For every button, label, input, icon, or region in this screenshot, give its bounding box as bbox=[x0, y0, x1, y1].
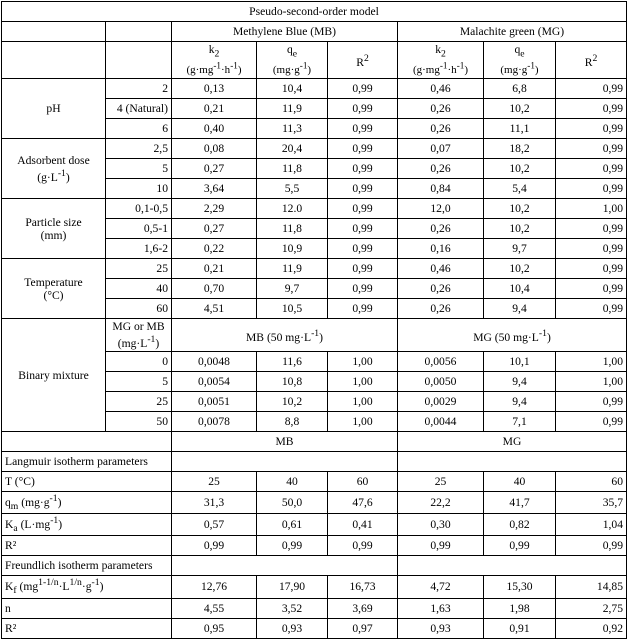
value-cell: 0,99 bbox=[257, 536, 328, 556]
value-cell: 9,4 bbox=[484, 372, 556, 392]
value-cell: 0,99 bbox=[556, 239, 627, 259]
value-cell: 11,9 bbox=[257, 99, 328, 119]
r2-header: $R^2$ bbox=[556, 42, 627, 79]
isotherm-header-row bbox=[2, 432, 627, 452]
value-cell: 0,0054 bbox=[172, 372, 257, 392]
value-cell: 0,99 bbox=[328, 199, 398, 219]
n-label: n bbox=[2, 598, 172, 618]
empty-cell bbox=[2, 22, 106, 42]
value-cell: 0,0078 bbox=[172, 412, 257, 432]
temperature-label: T (°C) bbox=[2, 472, 172, 492]
value-cell: 3,52 bbox=[257, 598, 328, 618]
value-cell: 0,84 bbox=[398, 179, 484, 199]
value-cell: 1,00 bbox=[328, 352, 398, 372]
empty-cell bbox=[398, 452, 627, 472]
condition-cell: 40 bbox=[106, 279, 172, 299]
value-cell: 14,85 bbox=[556, 576, 627, 598]
value-cell: 0,99 bbox=[328, 99, 398, 119]
value-cell: 17,90 bbox=[257, 576, 328, 598]
value-cell: 11,1 bbox=[484, 119, 556, 139]
value-cell: 10,9 bbox=[257, 239, 328, 259]
value-cell: 25 bbox=[398, 472, 484, 492]
value-cell: 0,99 bbox=[556, 179, 627, 199]
value-cell: 0,99 bbox=[328, 159, 398, 179]
value-cell: 7,1 bbox=[484, 412, 556, 432]
value-cell: 4,72 bbox=[398, 576, 484, 598]
value-cell: 0,0056 bbox=[398, 352, 484, 372]
value-cell: 0,97 bbox=[328, 618, 398, 638]
value-cell: 11,3 bbox=[257, 119, 328, 139]
value-cell: 0,92 bbox=[556, 618, 627, 638]
k2-header: $k_2$ $(g\cdot mg^{-1}\cdot h^{-1})$ bbox=[398, 42, 484, 79]
value-cell: 0,93 bbox=[398, 618, 484, 638]
condition-cell: 6 bbox=[106, 119, 172, 139]
table-row bbox=[2, 199, 627, 219]
value-cell: 12,76 bbox=[172, 576, 257, 598]
table-row bbox=[2, 618, 627, 638]
value-cell: 10,5 bbox=[257, 299, 328, 319]
condition-cell: 25 bbox=[106, 259, 172, 279]
param-header-row bbox=[2, 42, 627, 79]
value-cell: 0,99 bbox=[556, 119, 627, 139]
value-cell: 0,41 bbox=[328, 514, 398, 536]
value-cell: 2,29 bbox=[172, 199, 257, 219]
value-cell: 41,7 bbox=[484, 492, 556, 514]
value-cell: 3,69 bbox=[328, 598, 398, 618]
dye-header-row bbox=[2, 22, 627, 42]
condition-cell: 1,6-2 bbox=[106, 239, 172, 259]
value-cell: 2,75 bbox=[556, 598, 627, 618]
condition-cell: 2 bbox=[106, 79, 172, 99]
value-cell: 0,26 bbox=[398, 279, 484, 299]
value-cell: 11,6 bbox=[257, 352, 328, 372]
value-cell: 10,4 bbox=[484, 279, 556, 299]
isotherm-mg-header: MG bbox=[398, 432, 627, 452]
mb-concentration-header: MB (50 $mg\cdot L^{-1}$) bbox=[172, 319, 398, 352]
binary-cond-header: MG or MB $(mg\cdot L^{-1})$ bbox=[106, 319, 172, 352]
value-cell: 0,93 bbox=[257, 618, 328, 638]
value-cell: 10,2 bbox=[257, 392, 328, 412]
value-cell: 9,4 bbox=[484, 299, 556, 319]
value-cell: 9,7 bbox=[484, 239, 556, 259]
value-cell: 0,99 bbox=[556, 219, 627, 239]
value-cell: 0,16 bbox=[398, 239, 484, 259]
condition-cell: 2,5 bbox=[106, 139, 172, 159]
value-cell: 0,99 bbox=[328, 239, 398, 259]
value-cell: 0,26 bbox=[398, 299, 484, 319]
title-row bbox=[2, 2, 627, 22]
value-cell: 1,00 bbox=[328, 372, 398, 392]
value-cell: 5,5 bbox=[257, 179, 328, 199]
table-row bbox=[2, 598, 627, 618]
value-cell: 1,04 bbox=[556, 514, 627, 536]
value-cell: 1,00 bbox=[556, 199, 627, 219]
value-cell: 12.0 bbox=[257, 199, 328, 219]
empty-cell bbox=[398, 556, 627, 576]
empty-cell bbox=[2, 432, 172, 452]
value-cell: 0,99 bbox=[328, 536, 398, 556]
value-cell: 0,61 bbox=[257, 514, 328, 536]
value-cell: 0,07 bbox=[398, 139, 484, 159]
mb-header: Methylene Blue (MB) bbox=[172, 22, 398, 42]
value-cell: 18,2 bbox=[484, 139, 556, 159]
value-cell: 0,99 bbox=[398, 536, 484, 556]
kf-label: $K_f$ $(mg^{1-1/n}\cdot L^{1/n}\cdot g^{-1})$ bbox=[2, 576, 172, 598]
table-title: Pseudo-second-order model bbox=[2, 2, 627, 22]
value-cell: 0,99 bbox=[556, 259, 627, 279]
value-cell: 9,4 bbox=[484, 392, 556, 412]
value-cell: 1,00 bbox=[556, 372, 627, 392]
group-label-binary: Binary mixture bbox=[2, 319, 106, 432]
value-cell: 0,0050 bbox=[398, 372, 484, 392]
value-cell: 0,0048 bbox=[172, 352, 257, 372]
value-cell: 15,30 bbox=[484, 576, 556, 598]
value-cell: 0,13 bbox=[172, 79, 257, 99]
value-cell: 0,08 bbox=[172, 139, 257, 159]
results-table bbox=[1, 1, 627, 639]
value-cell: 1,63 bbox=[398, 598, 484, 618]
freundlich-heading-row bbox=[2, 556, 627, 576]
ka-label: $K_a$ $(L\cdot mg^{-1})$ bbox=[2, 514, 172, 536]
condition-cell: 5 bbox=[106, 159, 172, 179]
value-cell: 1,00 bbox=[328, 412, 398, 432]
value-cell: 0,27 bbox=[172, 159, 257, 179]
value-cell: 0,22 bbox=[172, 239, 257, 259]
value-cell: 0,99 bbox=[328, 279, 398, 299]
r2-header: $R^2$ bbox=[328, 42, 398, 79]
value-cell: 11,9 bbox=[257, 259, 328, 279]
condition-cell: 50 bbox=[106, 412, 172, 432]
value-cell: 0,95 bbox=[172, 618, 257, 638]
value-cell: 0,46 bbox=[398, 79, 484, 99]
value-cell: 0,99 bbox=[556, 536, 627, 556]
value-cell: 12,0 bbox=[398, 199, 484, 219]
table-row bbox=[2, 514, 627, 536]
value-cell: 0,99 bbox=[328, 259, 398, 279]
value-cell: 0,99 bbox=[556, 79, 627, 99]
mg-header: Malachite green (MG) bbox=[398, 22, 627, 42]
value-cell: 0,46 bbox=[398, 259, 484, 279]
value-cell: 10,1 bbox=[484, 352, 556, 372]
empty-cell bbox=[172, 556, 398, 576]
group-label-ph: pH bbox=[2, 79, 106, 139]
value-cell: 0,26 bbox=[398, 119, 484, 139]
group-label-temperature: Temperature (°C) bbox=[2, 259, 106, 319]
value-cell: 0,21 bbox=[172, 259, 257, 279]
empty-cell bbox=[106, 42, 172, 79]
condition-cell: 0,1-0,5 bbox=[106, 199, 172, 219]
value-cell: 40 bbox=[257, 472, 328, 492]
condition-cell: 60 bbox=[106, 299, 172, 319]
value-cell: 20,4 bbox=[257, 139, 328, 159]
value-cell: 11,8 bbox=[257, 219, 328, 239]
value-cell: 4,51 bbox=[172, 299, 257, 319]
group-label-particle: Particle size (mm) bbox=[2, 199, 106, 259]
value-cell: 25 bbox=[172, 472, 257, 492]
value-cell: 0,82 bbox=[484, 514, 556, 536]
condition-cell: 4 (Natural) bbox=[106, 99, 172, 119]
table-row bbox=[2, 536, 627, 556]
empty-cell bbox=[172, 452, 398, 472]
value-cell: 60 bbox=[556, 472, 627, 492]
qe-header: $q_e$ $(mg\cdot g^{-1})$ bbox=[484, 42, 556, 79]
value-cell: 5,4 bbox=[484, 179, 556, 199]
table-row bbox=[2, 79, 627, 99]
value-cell: 31,3 bbox=[172, 492, 257, 514]
value-cell: 0,0029 bbox=[398, 392, 484, 412]
condition-cell: 0,5-1 bbox=[106, 219, 172, 239]
table-row bbox=[2, 492, 627, 514]
value-cell: 0,99 bbox=[556, 412, 627, 432]
value-cell: 10,2 bbox=[484, 259, 556, 279]
r2-label: R² bbox=[2, 536, 172, 556]
value-cell: 47,6 bbox=[328, 492, 398, 514]
table-row bbox=[2, 576, 627, 598]
value-cell: 0,99 bbox=[556, 279, 627, 299]
empty-cell bbox=[106, 22, 172, 42]
qe-header: $q_e$ $(mg\cdot g^{-1})$ bbox=[257, 42, 328, 79]
value-cell: 0,99 bbox=[328, 79, 398, 99]
value-cell: 0,0051 bbox=[172, 392, 257, 412]
value-cell: 0,99 bbox=[556, 299, 627, 319]
value-cell: 0,99 bbox=[556, 159, 627, 179]
condition-cell: 25 bbox=[106, 392, 172, 412]
value-cell: 0,99 bbox=[328, 119, 398, 139]
langmuir-heading: Langmuir isotherm parameters bbox=[2, 452, 172, 472]
freundlich-heading: Freundlich isotherm parameters bbox=[2, 556, 172, 576]
value-cell: 10,2 bbox=[484, 99, 556, 119]
value-cell: 0,57 bbox=[172, 514, 257, 536]
table-row bbox=[2, 259, 627, 279]
empty-cell bbox=[2, 42, 106, 79]
value-cell: 0,27 bbox=[172, 219, 257, 239]
value-cell: 10,4 bbox=[257, 79, 328, 99]
value-cell: 0,26 bbox=[398, 99, 484, 119]
value-cell: 10,2 bbox=[484, 219, 556, 239]
value-cell: 0,99 bbox=[172, 536, 257, 556]
value-cell: 35,7 bbox=[556, 492, 627, 514]
value-cell: 50,0 bbox=[257, 492, 328, 514]
value-cell: 10,2 bbox=[484, 199, 556, 219]
value-cell: 3,64 bbox=[172, 179, 257, 199]
value-cell: 0,40 bbox=[172, 119, 257, 139]
value-cell: 0,21 bbox=[172, 99, 257, 119]
value-cell: 0,99 bbox=[556, 139, 627, 159]
k2-header: $k_2$ $(g\cdot mg^{-1}\cdot h^{-1})$ bbox=[172, 42, 257, 79]
value-cell: 10,8 bbox=[257, 372, 328, 392]
value-cell: 0,30 bbox=[398, 514, 484, 536]
value-cell: 60 bbox=[328, 472, 398, 492]
value-cell: 0,99 bbox=[484, 536, 556, 556]
value-cell: 0,26 bbox=[398, 159, 484, 179]
value-cell: 11,8 bbox=[257, 159, 328, 179]
value-cell: 40 bbox=[484, 472, 556, 492]
condition-cell: 5 bbox=[106, 372, 172, 392]
condition-cell: 10 bbox=[106, 179, 172, 199]
value-cell: 0,70 bbox=[172, 279, 257, 299]
qm-label: $q_m$ $(mg\cdot g^{-1})$ bbox=[2, 492, 172, 514]
value-cell: 0,99 bbox=[328, 139, 398, 159]
group-label-dose: Adsorbent dose $(g\cdot L^{-1})$ bbox=[2, 139, 106, 199]
value-cell: 4,55 bbox=[172, 598, 257, 618]
table-row bbox=[2, 139, 627, 159]
langmuir-heading-row bbox=[2, 452, 627, 472]
value-cell: 0,26 bbox=[398, 219, 484, 239]
r2-label: R² bbox=[2, 618, 172, 638]
mg-concentration-header: MG (50 $mg\cdot L^{-1}$) bbox=[398, 319, 627, 352]
table-row bbox=[2, 472, 627, 492]
value-cell: 0,99 bbox=[556, 99, 627, 119]
value-cell: 0,99 bbox=[328, 179, 398, 199]
value-cell: 10,2 bbox=[484, 159, 556, 179]
value-cell: 16,73 bbox=[328, 576, 398, 598]
value-cell: 0,99 bbox=[556, 392, 627, 412]
isotherm-mb-header: MB bbox=[172, 432, 398, 452]
value-cell: 0,0044 bbox=[398, 412, 484, 432]
value-cell: 1,98 bbox=[484, 598, 556, 618]
value-cell: 6,8 bbox=[484, 79, 556, 99]
value-cell: 1,00 bbox=[556, 352, 627, 372]
value-cell: 1,00 bbox=[328, 392, 398, 412]
condition-cell: 0 bbox=[106, 352, 172, 372]
binary-header-row bbox=[2, 319, 627, 352]
value-cell: 0,99 bbox=[328, 219, 398, 239]
value-cell: 0,91 bbox=[484, 618, 556, 638]
value-cell: 0,99 bbox=[328, 299, 398, 319]
value-cell: 8,8 bbox=[257, 412, 328, 432]
value-cell: 9,7 bbox=[257, 279, 328, 299]
value-cell: 22,2 bbox=[398, 492, 484, 514]
